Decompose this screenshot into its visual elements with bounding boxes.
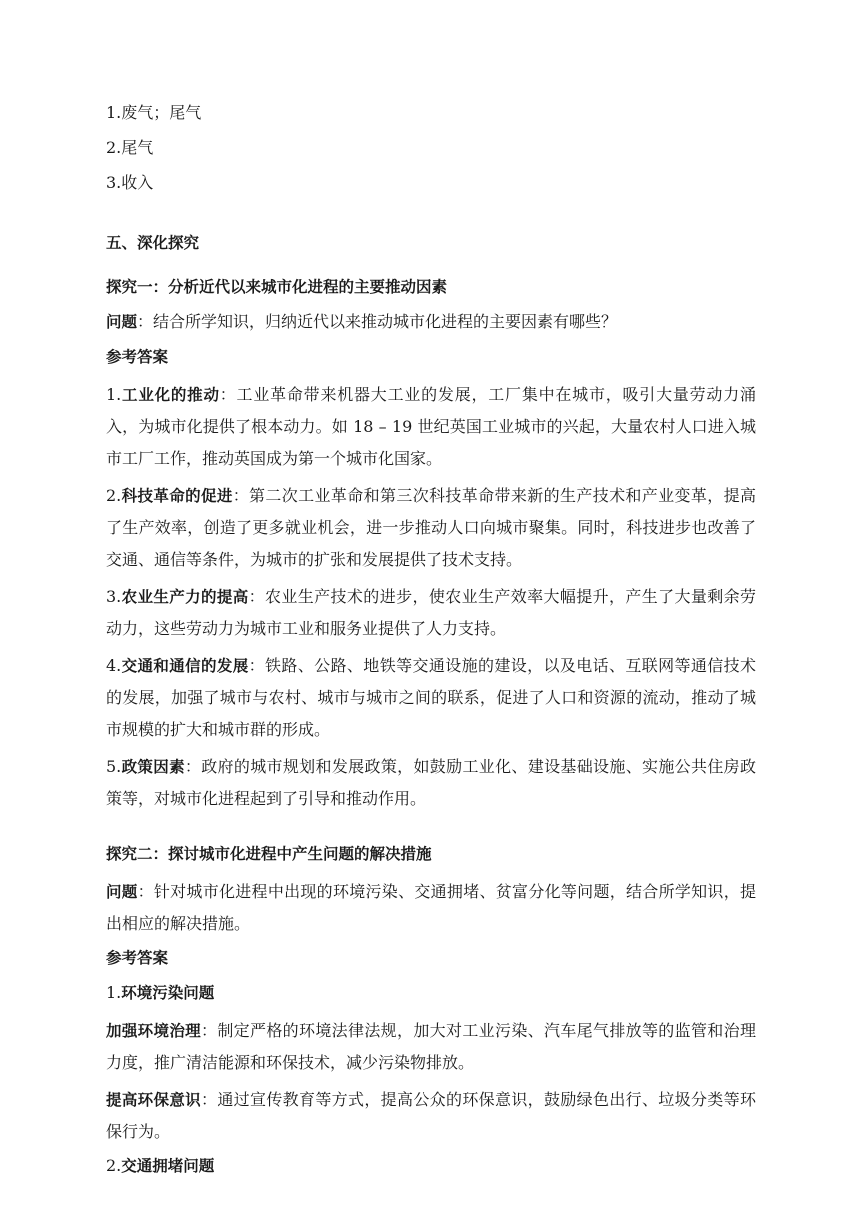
section-title: 五、深化探究 (106, 234, 200, 252)
factor-head: 工业化的推动 (121, 386, 220, 404)
measure-body: ：制定严格的环境法律法规，加大对工业污染、汽车尾气排放等的监管和治理力度，推广清洁能源和环保技术，减少污染物排放。 (106, 1021, 756, 1072)
document-page (106, 100, 756, 1188)
factor-number: 4. (106, 656, 122, 675)
measure-item (106, 1015, 756, 1079)
measure-head: 提高环保意识 (106, 1091, 201, 1109)
inquiry2-reference-label: 参考答案 (106, 949, 169, 967)
question-text: ：结合所学知识，归纳近代以来推动城市化进程的主要因素有哪些？ (137, 312, 618, 331)
inquiry2-question (106, 876, 756, 940)
topic-heading (106, 1153, 756, 1179)
factor-number: 5. (106, 757, 122, 776)
inquiry1-title: 探究一：分析近代以来城市化进程的主要推动因素 (106, 278, 448, 296)
topic-number: 1. (106, 983, 122, 1002)
question-label: 问题 (106, 313, 138, 331)
topic-title: 环境污染问题 (121, 984, 215, 1002)
factor-head: 政策因素 (121, 758, 185, 776)
factor-item (106, 650, 756, 746)
answer-line-1: 1.废气；尾气 (106, 103, 202, 122)
factor-body: ：政府的城市规划和发展政策，如鼓励工业化、建设基础设施、实施公共住房政策等，对城市化进程起到了引导和推动作用。 (106, 757, 756, 808)
topic-number: 2. (106, 1156, 122, 1175)
topic-title: 交通拥堵问题 (121, 1157, 215, 1175)
factor-body: ：铁路、公路、地铁等交通设施的建设，以及电话、互联网等通信技术的发展，加强了城市与农村、城市与城市之间的联系，促进了人口和资源的流动，推动了城市规模的扩大和城市群的形成。 (106, 656, 756, 739)
factor-item (106, 581, 756, 645)
factor-item (106, 480, 756, 576)
factor-number: 2. (106, 486, 122, 505)
inquiry2-title: 探究二：探讨城市化进程中产生问题的解决措施 (106, 845, 432, 863)
factor-item (106, 751, 756, 815)
inquiry1-question (106, 309, 756, 335)
answer-line-3: 3.收入 (106, 173, 154, 192)
factor-body: ：农业生产技术的进步，使农业生产效率大幅提升，产生了大量剩余劳动力，这些劳动力为城市工业和服务业提供了人力支持。 (106, 587, 756, 638)
measure-head: 加强环境治理 (106, 1022, 201, 1040)
factor-number: 1. (106, 385, 122, 404)
inquiry1-reference-label: 参考答案 (106, 348, 169, 366)
factor-head: 交通和通信的发展 (121, 657, 249, 675)
factor-body: ：工业革命带来机器大工业的发展，工厂集中在城市，吸引大量劳动力涌入，为城市化提供了根本动力。如 18 – 19 世纪英国工业城市的兴起，大量农村人口进入城市工厂工作，推动英国成为第一个城市化国家。 (106, 385, 756, 468)
factor-body: ：第二次工业革命和第三次科技革命带来新的生产技术和产业变革，提高了生产效率，创造了更多就业机会，进一步推动人口向城市聚集。同时，科技进步也改善了交通、通信等条件，为城市的扩张和发展提供了技术支持。 (106, 486, 756, 569)
measure-body: ：通过宣传教育等方式，提高公众的环保意识，鼓励绿色出行、垃圾分类等环保行为。 (106, 1090, 756, 1141)
question-text: ：针对城市化进程中出现的环境污染、交通拥堵、贫富分化等问题，结合所学知识，提出相应的解决措施。 (106, 882, 756, 933)
question-label: 问题 (106, 883, 138, 901)
factor-head: 农业生产力的提高 (121, 588, 249, 606)
topic-heading (106, 980, 756, 1006)
factor-item (106, 379, 756, 475)
factor-head: 科技革命的促进 (121, 487, 233, 505)
factor-number: 3. (106, 587, 122, 606)
measure-item (106, 1084, 756, 1148)
answer-line-2: 2.尾气 (106, 138, 154, 157)
